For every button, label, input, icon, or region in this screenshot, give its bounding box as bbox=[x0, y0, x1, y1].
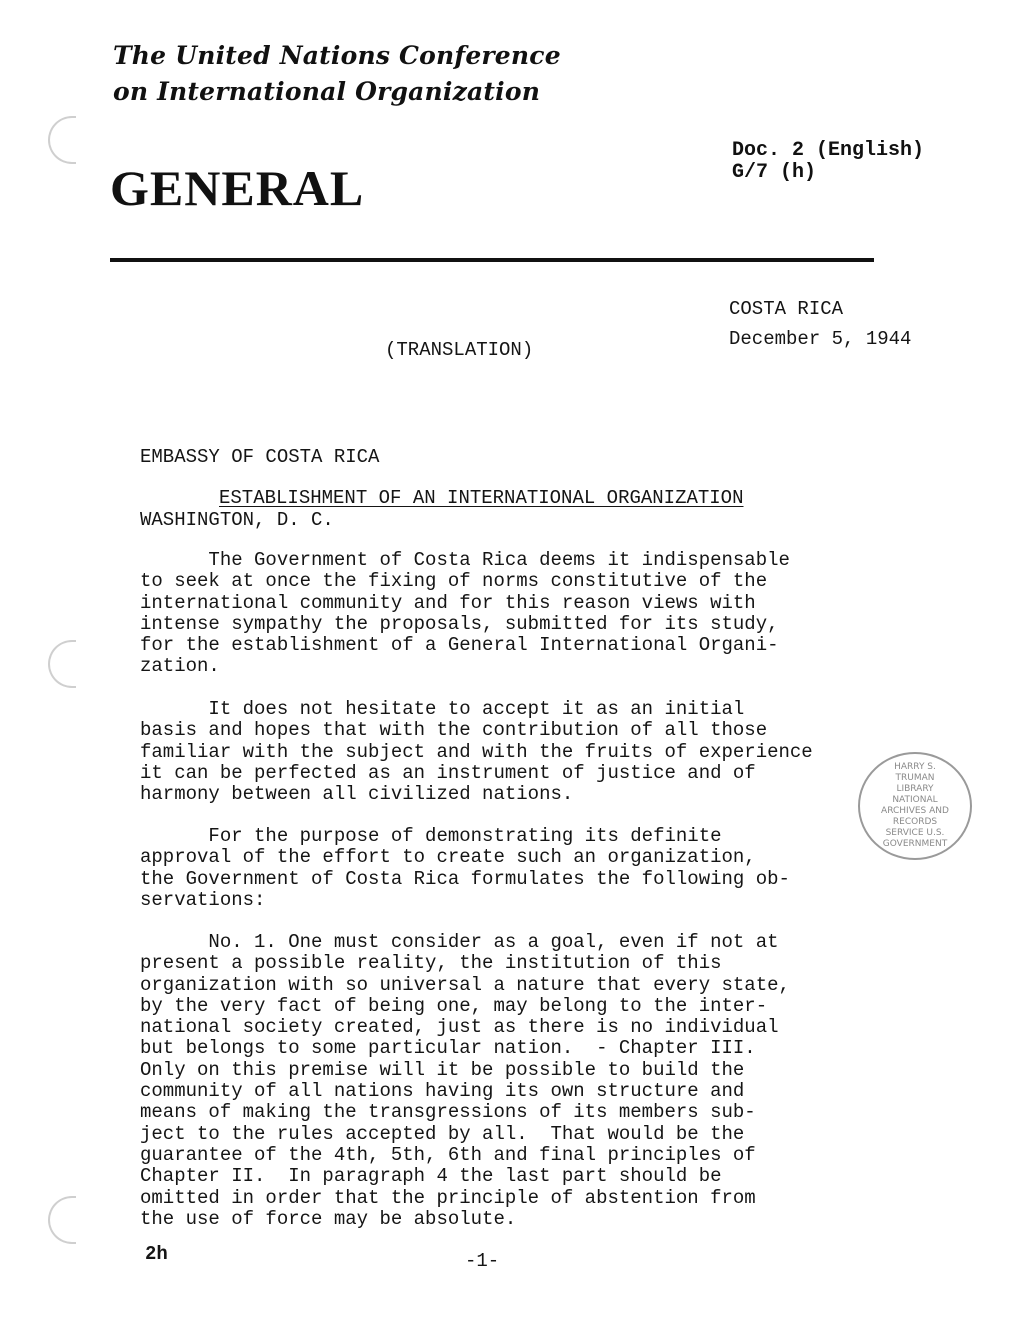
punch-hole bbox=[48, 1196, 76, 1244]
punch-hole bbox=[48, 640, 76, 688]
conference-name bbox=[113, 38, 561, 110]
sender-line-1: EMBASSY OF COSTA RICA bbox=[140, 445, 380, 468]
document-code: G/7 (h) bbox=[732, 161, 817, 184]
typist-initials: 2h bbox=[145, 1243, 168, 1265]
country: COSTA RICA bbox=[729, 298, 844, 320]
paragraph: The Government of Costa Rica deems it indispensable to seek at once the fixing of norms constitutive of the international community and for this reason views with intense sympathy the proposals, submitted for its study, for the establishment of a General International Organi- zation. bbox=[140, 549, 790, 678]
translation-note: (TRANSLATION) bbox=[385, 339, 534, 361]
conference-line-1: The United Nations Conference bbox=[113, 41, 561, 70]
document-number-block bbox=[732, 140, 924, 184]
library-stamp bbox=[858, 752, 972, 860]
page-number: -1- bbox=[465, 1250, 500, 1272]
header-divider bbox=[110, 258, 874, 262]
date: December 5, 1944 bbox=[729, 328, 912, 350]
punch-hole bbox=[48, 116, 76, 164]
paragraph: It does not hesitate to accept it as an initial basis and hopes that with the contribution of all those familiar with the subject and with the fruits of experience it can be perfected as an instrument of justice and of harmony between all civilized nations. bbox=[140, 698, 813, 806]
paragraph: No. 1. One must consider as a goal, even if not at present a possible reality, the institution of this organization with so universal a nature that every state, by the very fact of being one, may belong to the inter- national society created, just as there is no individual but belongs to some particular nation. - Chapter III. Only on this premise will it be possible to build the community of all nations having its own structure and means of making the transgressions of its members sub- ject to the rules accepted by all. That would be the guarantee of the 4th, 5th, 6th and final principles of Chapter II. In paragraph 4 the last part should be omitted in order that the principle of abstention from the use of force may be absolute. bbox=[140, 931, 790, 1230]
document-number: Doc. 2 (English) bbox=[732, 139, 925, 162]
paragraph: For the purpose of demonstrating its definite approval of the effort to create such an organization, the Government of Costa Rica formulates the following ob- servations: bbox=[140, 825, 790, 911]
library-stamp-text: HARRY S. TRUMAN LIBRARY NATIONAL ARCHIVES AND RECORDS SERVICE U.S. GOVERNMENT bbox=[881, 762, 949, 849]
conference-line-2: on International Organization bbox=[113, 77, 541, 106]
document-title: ESTABLISHMENT OF AN INTERNATIONAL ORGANIZATION bbox=[219, 487, 744, 509]
sender-line-2: WASHINGTON, D. C. bbox=[140, 509, 334, 532]
classification-heading: GENERAL bbox=[110, 160, 365, 216]
